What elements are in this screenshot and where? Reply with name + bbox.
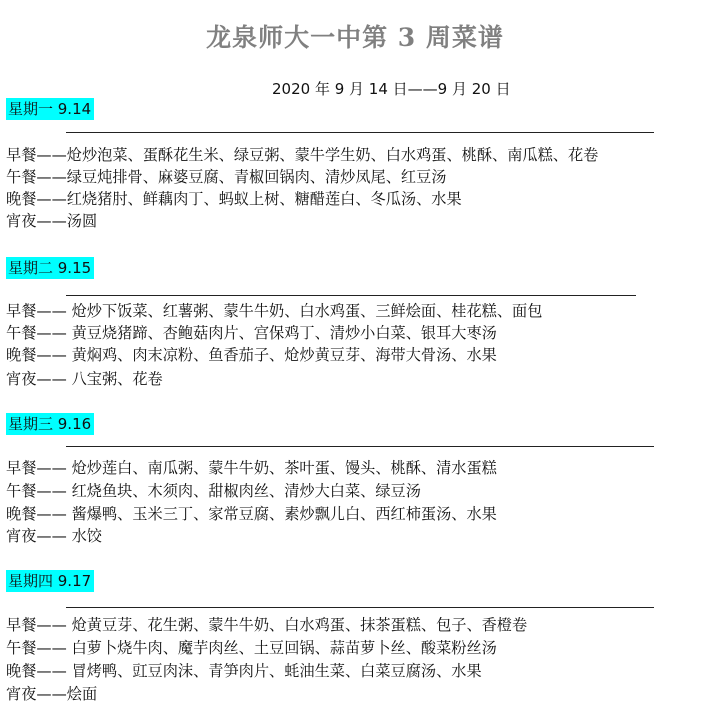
meal-dash: —— <box>36 662 72 680</box>
meal-type: 早餐 <box>6 616 37 634</box>
meal-dash: —— <box>36 482 72 500</box>
meal-type: 晚餐 <box>6 190 37 208</box>
meal-items: 汤圆 <box>66 212 98 230</box>
meal-type: 早餐 <box>6 146 37 164</box>
date-range: 2020 年 9 月 14 日——9 月 20 日 <box>272 80 511 98</box>
meal-type: 宵夜 <box>6 212 37 230</box>
meal-items: 炝炒下饭菜、红薯粥、蒙牛牛奶、白水鸡蛋、三鲜烩面、桂花糕、面包 <box>71 302 543 320</box>
meal-items: 黄焖鸡、肉末凉粉、鱼香茄子、炝炒黄豆芽、海带大骨汤、水果 <box>71 346 497 364</box>
day-section-thursday <box>6 570 706 592</box>
meal-items: 冒烤鸭、豇豆肉沫、青笋肉片、蚝油生菜、白菜豆腐汤、水果 <box>71 662 482 680</box>
meal-late-night <box>6 525 102 547</box>
meal-dinner <box>6 660 482 682</box>
meal-type: 早餐 <box>6 459 37 477</box>
meal-items: 白萝卜烧牛肉、魔芋肉丝、土豆回锅、蒜苗萝卜丝、酸菜粉丝汤 <box>71 639 497 657</box>
meal-items: 炝炒泡菜、蛋酥花生米、绿豆粥、蒙牛学生奶、白水鸡蛋、桃酥、南瓜糕、花卷 <box>66 146 599 164</box>
meal-breakfast <box>6 614 527 636</box>
meal-items: 绿豆炖排骨、麻婆豆腐、青椒回锅肉、清炒凤尾、红豆汤 <box>66 168 447 186</box>
meal-dinner <box>6 344 497 366</box>
day-section-tuesday <box>6 257 706 279</box>
meal-items: 炝炒莲白、南瓜粥、蒙牛牛奶、茶叶蛋、馒头、桃酥、清水蛋糕 <box>71 459 497 477</box>
meal-dash: —— <box>36 639 72 657</box>
divider <box>66 295 636 296</box>
day-label: 星期三 9.16 <box>6 413 94 435</box>
divider <box>66 132 654 133</box>
meal-items: 炝黄豆芽、花生粥、蒙牛牛奶、白水鸡蛋、抹茶蛋糕、包子、香橙卷 <box>71 616 528 634</box>
page-title: 龙泉师大一中第 3 周菜谱 <box>206 23 504 52</box>
meal-items: 水饺 <box>71 527 102 545</box>
meal-items: 八宝粥、花卷 <box>71 370 163 388</box>
meal-dash: —— <box>36 346 72 364</box>
meal-dash: —— <box>36 527 72 545</box>
meal-type: 早餐 <box>6 302 37 320</box>
meal-type: 午餐 <box>6 324 37 342</box>
meal-type: 宵夜 <box>6 685 37 703</box>
meal-type: 宵夜 <box>6 370 37 388</box>
meal-lunch <box>6 166 446 188</box>
meal-late-night <box>6 210 97 232</box>
day-label: 星期二 9.15 <box>6 257 94 279</box>
meal-dash: —— <box>36 302 72 320</box>
meal-late-night <box>6 683 97 705</box>
meal-dinner <box>6 503 497 525</box>
day-section-monday <box>6 98 706 120</box>
meal-type: 午餐 <box>6 639 37 657</box>
meal-type: 午餐 <box>6 482 37 500</box>
meal-dinner <box>6 188 462 210</box>
meal-dash: —— <box>36 616 72 634</box>
day-section-wednesday <box>6 413 706 435</box>
meal-items: 红烧猪肘、鲜藕肉丁、蚂蚁上树、糖醋莲白、冬瓜汤、水果 <box>66 190 462 208</box>
meal-items: 酱爆鸭、玉米三丁、家常豆腐、素炒飘儿白、西红柿蛋汤、水果 <box>71 505 497 523</box>
meal-type: 晚餐 <box>6 662 37 680</box>
day-label: 星期一 9.14 <box>6 98 94 120</box>
divider <box>66 446 654 447</box>
meal-dash: —— <box>36 212 67 230</box>
meal-dash: —— <box>36 190 67 208</box>
meal-dash: —— <box>36 146 67 164</box>
meal-lunch <box>6 480 421 502</box>
meal-lunch <box>6 637 497 659</box>
meal-type: 晚餐 <box>6 505 37 523</box>
meal-type: 午餐 <box>6 168 37 186</box>
meal-items: 黄豆烧猪蹄、杏鲍菇肉片、宫保鸡丁、清炒小白菜、银耳大枣汤 <box>71 324 497 342</box>
meal-items: 红烧鱼块、木须肉、甜椒肉丝、清炒大白菜、绿豆汤 <box>71 482 421 500</box>
meal-late-night <box>6 368 163 390</box>
meal-type: 晚餐 <box>6 346 37 364</box>
divider <box>66 607 654 608</box>
meal-dash: —— <box>36 505 72 523</box>
meal-breakfast <box>6 300 542 322</box>
meal-type: 宵夜 <box>6 527 37 545</box>
meal-dash: —— <box>36 168 67 186</box>
meal-dash: —— <box>36 324 72 342</box>
meal-dash: —— <box>36 370 72 388</box>
meal-dash: —— <box>36 459 72 477</box>
meal-lunch <box>6 322 497 344</box>
meal-items: 烩面 <box>66 685 98 703</box>
meal-breakfast <box>6 144 598 166</box>
day-label: 星期四 9.17 <box>6 570 94 592</box>
meal-breakfast <box>6 457 497 479</box>
meal-dash: —— <box>36 685 67 703</box>
